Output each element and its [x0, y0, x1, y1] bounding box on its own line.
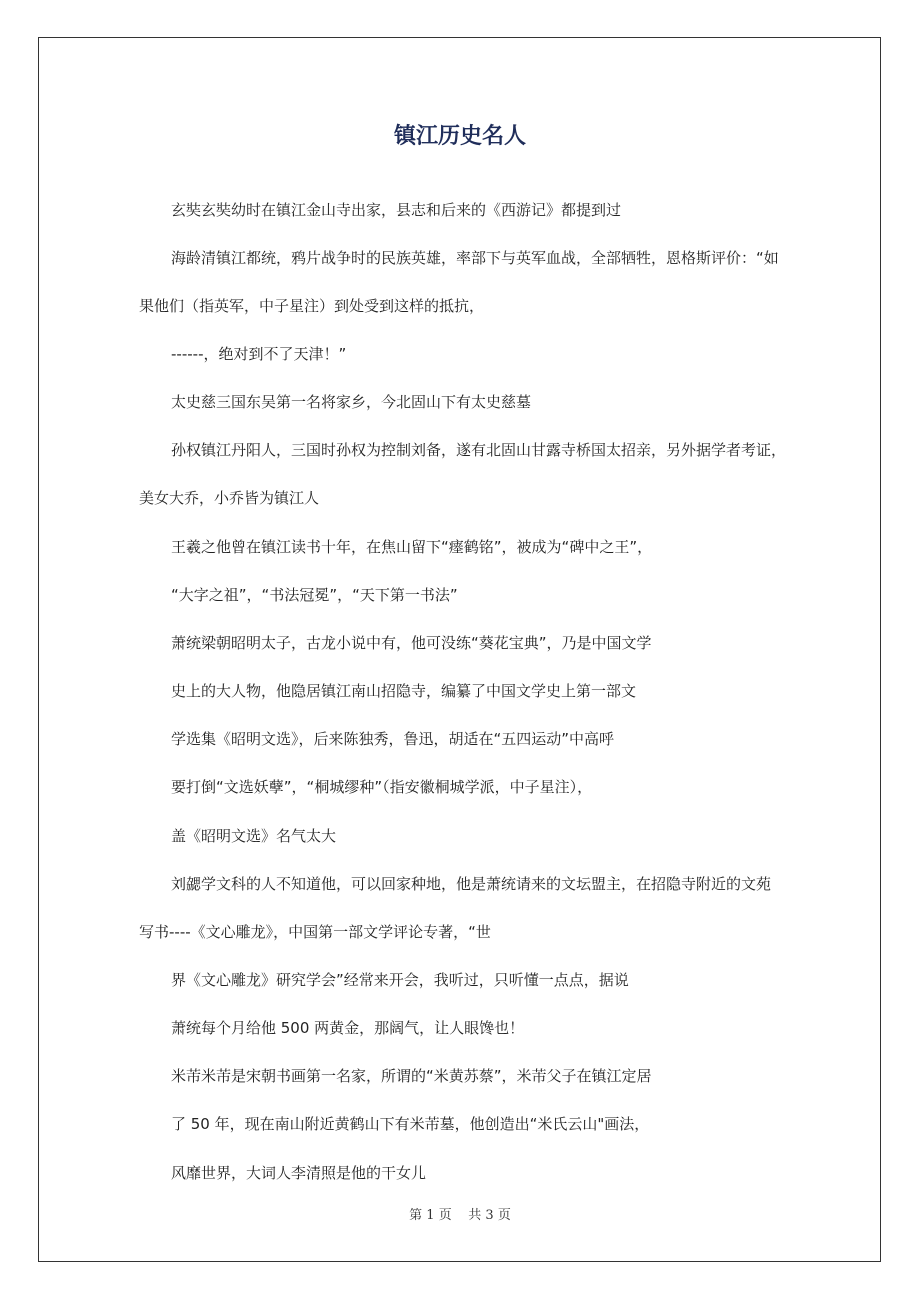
paragraph-line: 王羲之他曾在镇江读书十年，在焦山留下“瘗鹤铭”，被成为“碑中之王”，: [171, 538, 653, 556]
paragraph-line: 米芾米芾是宋朝书画第一名家，所谓的“米黄苏蔡”，米芾父子在镇江定居: [171, 1067, 652, 1085]
paragraph-line: 风靡世界，大词人李清照是他的干女儿: [171, 1164, 427, 1182]
paragraph-line: 了 50 年，现在南山附近黄鹤山下有米芾墓，他创造出“米氏云山"画法，: [171, 1115, 650, 1133]
document-title: 镇江历史名人: [393, 124, 526, 149]
paragraph-line: 美女大乔，小乔皆为镇江人: [139, 489, 320, 507]
paragraph-line: 学选集《昭明文选》，后来陈独秀，鲁迅，胡适在“五四运动”中高呼: [171, 730, 615, 748]
paragraph-line: 刘勰学文科的人不知道他，可以回家种地，他是萧统请来的文坛盟主，在招隐寺附近的文苑: [171, 875, 772, 893]
page-number-prefix: 第: [409, 1208, 423, 1223]
page-total-prefix: 共: [468, 1208, 482, 1223]
paragraph-line: 要打倒“文选妖孽”，“桐城缪种”（指安徽桐城学派，中子星注），: [171, 778, 593, 796]
paragraph-line: 萧统每个月给他 500 两黄金，那阔气，让人眼馋也！: [171, 1019, 525, 1037]
paragraph-line: “大字之祖”，“书法冠冕”，“天下第一书法”: [171, 586, 458, 604]
paragraph-line: 盖《昭明文选》名气太大: [171, 827, 337, 845]
page-number-unit: 页: [438, 1208, 452, 1223]
paragraph-line: 写书----《文心雕龙》，中国第一部文学评论专著，“世: [139, 923, 491, 941]
paragraph-line: ------，绝对到不了天津！”: [171, 345, 347, 363]
paragraph-line: 太史慈三国东吴第一名将家乡，今北固山下有太史慈墓: [171, 393, 532, 411]
paragraph-line: 界《文心雕龙》研究学会”经常来开会，我听过，只听懂一点点，据说: [171, 971, 629, 989]
paragraph-line: 孙权镇江丹阳人，三国时孙权为控制刘备，遂有北固山甘露寺桥国太招亲，另外据学者考证，: [171, 441, 787, 459]
paragraph-line: 果他们（指英军，中子星注）到处受到这样的抵抗，: [139, 297, 485, 315]
page-footer: [0, 1206, 920, 1226]
paragraph-line: 史上的大人物，他隐居镇江南山招隐寺，编纂了中国文学史上第一部文: [171, 682, 637, 700]
page-total-unit: 页: [497, 1208, 511, 1223]
page-number-current: 1: [426, 1208, 435, 1223]
paragraph-line: 萧统梁朝昭明太子，古龙小说中有，他可没练“葵花宝典”，乃是中国文学: [171, 634, 652, 652]
paragraph-line: 海龄清镇江都统，鸦片战争时的民族英雄，率部下与英军血战，全部牺牲，恩格斯评价：“如: [171, 249, 779, 267]
paragraph-line: 玄奘玄奘幼时在镇江金山寺出家，县志和后来的《西游记》都提到过: [171, 201, 622, 219]
page-total: 3: [485, 1208, 494, 1223]
